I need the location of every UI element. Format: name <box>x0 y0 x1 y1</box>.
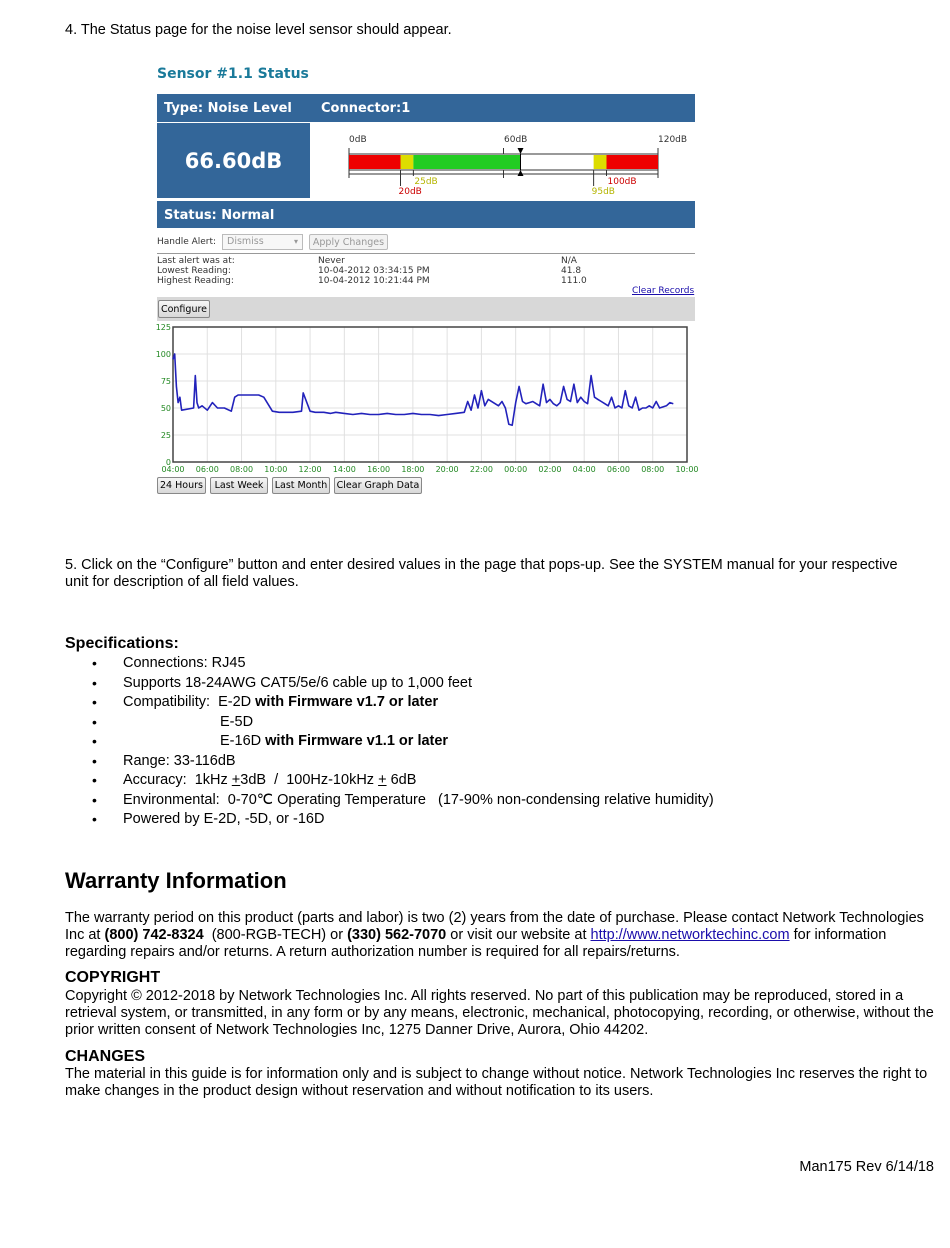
x-tick-label: 18:00 <box>401 465 425 474</box>
list-item <box>92 732 714 752</box>
warranty-p4: for information regarding repairs and/or returns. A return authorization number is required for all repairs/returns. <box>65 927 887 960</box>
y-tick-label: 25 <box>160 431 171 440</box>
spec-accuracy-b: 3dB / 100Hz-10kHz <box>240 772 379 788</box>
specs-list <box>92 654 714 830</box>
list-item <box>92 810 714 830</box>
record-label: Lowest Reading: <box>157 266 231 276</box>
step-5-text: 5. Click on the “Configure” button and enter desired values in the page that pops-up. See the SYSTEM manual for your respective unit for description of all field values. <box>65 557 898 590</box>
spec-powered: Powered by E-2D, -5D, or -16D <box>123 811 325 827</box>
x-tick-label: 10:00 <box>264 465 288 474</box>
x-tick-label: 06:00 <box>195 465 219 474</box>
x-tick-label: 00:00 <box>504 465 528 474</box>
divider <box>157 253 695 254</box>
x-tick-label: 14:00 <box>332 465 356 474</box>
graph-last-month-button[interactable]: Last Month <box>272 477 330 494</box>
sensor-header-bar <box>157 94 695 122</box>
copyright-text: Copyright © 2012-2018 by Network Technologies Inc. All rights reserved. No part of this publication may be reproduced, stored in a retrieval system, or transmitted, in any form or by any means, electronic, mechanical, photocopying, recording, or otherwise, without the prior written consent of Network Technologies Inc, 1275 Danner Drive, Aurora, Ohio 44202. <box>65 988 934 1038</box>
list-item <box>92 771 714 791</box>
scale-min-label: 0dB <box>349 135 367 145</box>
record-value: 111.0 <box>561 276 587 286</box>
spec-cable: Supports 18-24AWG CAT5/5e/6 cable up to 1,000 feet <box>123 674 473 691</box>
warranty-heading: Warranty Information <box>65 868 287 893</box>
spec-e16d-bold: with Firmware v1.1 or later <box>265 733 449 749</box>
status-text: Status: Normal <box>164 208 275 223</box>
copyright-heading: COPYRIGHT <box>65 969 161 986</box>
spec-environmental: Environmental: 0-70℃ Operating Temperature (17-90% non-condensing relative humidity) <box>123 791 714 808</box>
list-item <box>92 713 714 733</box>
configure-bar <box>157 297 695 321</box>
scale-low-warning-zone <box>401 155 414 169</box>
y-tick-label: 0 <box>165 458 171 467</box>
document-footer: Man175 Rev 6/14/18 <box>799 1159 934 1175</box>
y-tick-label: 50 <box>160 404 171 413</box>
warranty-text <box>65 910 935 961</box>
x-tick-label: 02:00 <box>538 465 562 474</box>
warranty-phone-2: (330) 562-7070 <box>347 927 447 943</box>
scale-high-alarm-zone <box>607 155 659 169</box>
x-tick-label: 04:00 <box>572 465 596 474</box>
x-tick-label: 04:00 <box>161 465 185 474</box>
list-item <box>92 791 714 811</box>
spec-accuracy-a: Accuracy: 1kHz <box>123 772 232 788</box>
list-item <box>92 752 714 772</box>
threshold-label: 25dB <box>414 177 438 187</box>
scale-current-fill <box>413 155 520 169</box>
x-tick-label: 12:00 <box>298 465 322 474</box>
scale-low-alarm-zone <box>349 155 401 169</box>
scale-mid-label: 60dB <box>504 135 528 145</box>
spec-accuracy-pm2: + <box>378 772 387 788</box>
spec-e16d: E-16D <box>220 733 266 749</box>
website-link[interactable]: http://www.networktechinc.com <box>590 927 790 943</box>
spec-e5d: E-5D <box>220 713 254 730</box>
step-4-text: 4. The Status page for the noise level sensor should appear. <box>65 22 452 38</box>
spec-accuracy-c: 6dB <box>386 772 417 788</box>
warranty-p2: (800-RGB-TECH) or <box>203 927 348 943</box>
warranty-p1: The warranty period on this product (parts and labor) is two (2) years from the date of purchase. Please contact Network Technologies Inc at <box>65 910 924 943</box>
scale-high-warning-zone <box>594 155 607 169</box>
records-table <box>157 256 695 286</box>
changes-text: The material in this guide is for information only and is subject to change without notice. Network Technologies Inc reserves the right to make changes in the product design without reservation and without notification to its users. <box>65 1066 928 1099</box>
spec-compat-bold: with Firmware v1.7 or later <box>255 694 439 710</box>
x-tick-label: 08:00 <box>230 465 254 474</box>
threshold-label: 20dB <box>398 187 422 197</box>
record-label: Highest Reading: <box>157 276 234 286</box>
x-tick-label: 06:00 <box>606 465 630 474</box>
scale-max-label: 120dB <box>658 135 688 145</box>
warranty-p3: or visit our website at <box>446 927 591 943</box>
level-scale <box>312 124 695 200</box>
current-marker-icon <box>517 170 523 176</box>
x-tick-label: 16:00 <box>367 465 391 474</box>
list-item <box>92 693 714 713</box>
apply-changes-button[interactable]: Apply Changes <box>309 234 388 250</box>
record-label: Last alert was at: <box>157 256 235 266</box>
sensor-connector-label: Connector:1 <box>321 101 411 116</box>
series-line <box>173 354 673 425</box>
spec-accuracy-pm: + <box>231 772 241 788</box>
status-bar <box>157 201 695 228</box>
y-tick-label: 100 <box>155 350 171 359</box>
y-tick-label: 75 <box>160 377 171 386</box>
noise-level-chart <box>150 322 700 476</box>
clear-graph-data-button[interactable]: Clear Graph Data <box>334 477 422 494</box>
current-reading: 66.60dB <box>157 123 310 198</box>
x-tick-label: 22:00 <box>469 465 493 474</box>
spec-compat: Compatibility: E-2D <box>123 694 256 710</box>
record-value: 41.8 <box>561 266 582 276</box>
level-scale-graphic <box>312 124 695 200</box>
sensor-status-title: Sensor #1.1 Status <box>157 66 309 82</box>
clear-records-link[interactable]: Clear Records <box>632 286 695 296</box>
x-tick-label: 10:00 <box>675 465 699 474</box>
y-tick-label: 125 <box>155 323 171 332</box>
sensor-type-label: Type: Noise Level <box>164 101 292 116</box>
handle-alert-label: Handle Alert: <box>157 237 217 247</box>
record-time: 10-04-2012 10:21:44 PM <box>318 276 430 286</box>
threshold-label: 100dB <box>607 177 637 187</box>
warranty-phone-1: (800) 742-8324 <box>104 927 204 943</box>
handle-alert-select[interactable] <box>222 234 303 250</box>
current-marker-icon <box>517 148 523 154</box>
chevron-down-icon: ▾ <box>293 237 298 246</box>
graph-last-week-button[interactable]: Last Week <box>210 477 268 494</box>
x-tick-label: 20:00 <box>435 465 459 474</box>
record-value: N/A <box>561 256 577 266</box>
threshold-label: 95dB <box>591 187 615 197</box>
spec-connections: Connections: RJ45 <box>123 655 246 671</box>
list-item <box>92 654 714 674</box>
record-time: 10-04-2012 03:34:15 PM <box>318 266 430 276</box>
record-time: Never <box>318 256 345 266</box>
graph-24-hours-button[interactable]: 24 Hours <box>157 477 206 494</box>
spec-range: Range: 33-116dB <box>123 752 236 769</box>
x-tick-label: 08:00 <box>641 465 665 474</box>
list-item <box>92 674 714 694</box>
handle-alert-value: Dismiss <box>227 236 264 247</box>
changes-heading: CHANGES <box>65 1048 146 1065</box>
specs-heading: Specifications: <box>65 635 179 652</box>
configure-button[interactable]: Configure <box>158 300 210 318</box>
